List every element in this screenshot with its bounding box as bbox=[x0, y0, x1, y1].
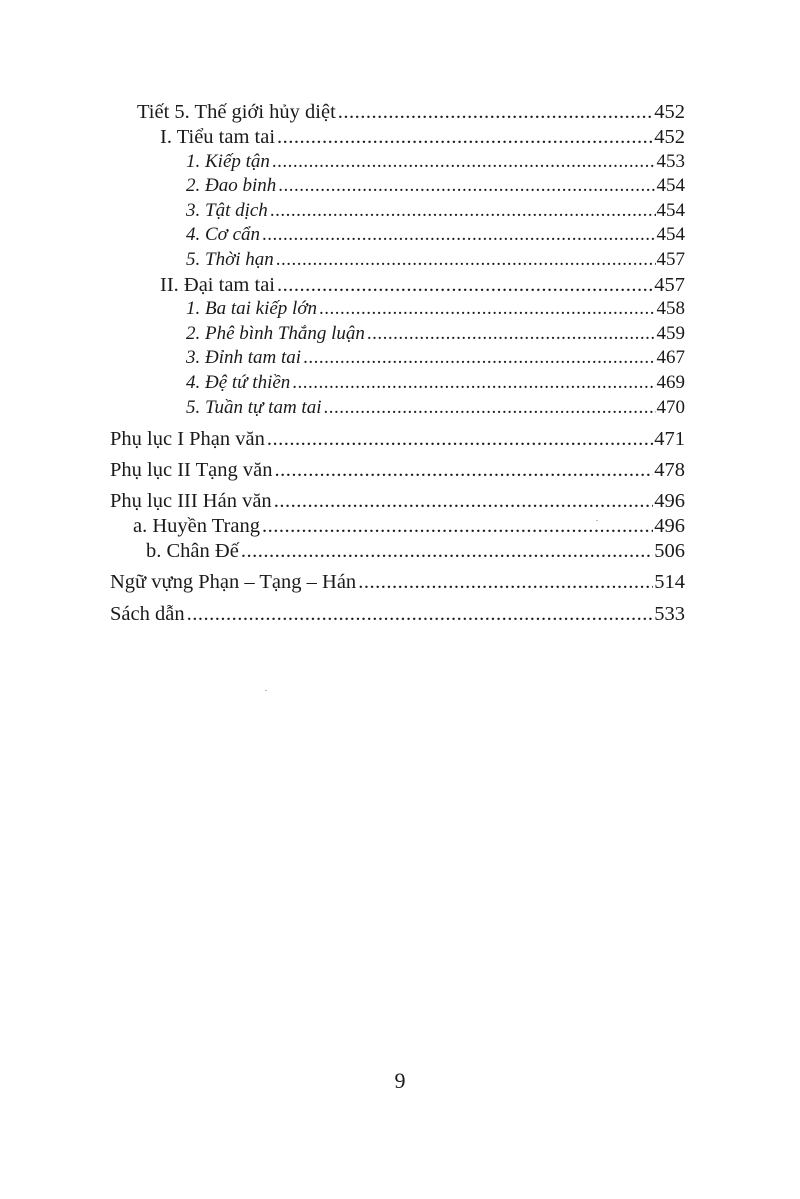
dot-leader bbox=[303, 345, 655, 371]
dot-leader bbox=[358, 569, 653, 595]
toc-entry-page: 496 bbox=[654, 515, 685, 537]
toc-entry-appendix-2 bbox=[110, 457, 685, 483]
toc-entry-part-1 bbox=[160, 124, 685, 150]
scan-speck bbox=[265, 690, 267, 691]
toc-entry-page: 457 bbox=[654, 274, 685, 296]
toc-entry-label: 4. Cơ cẩn bbox=[186, 224, 260, 245]
dot-leader bbox=[274, 488, 654, 514]
dot-leader bbox=[292, 370, 655, 396]
scan-speck bbox=[596, 520, 598, 521]
toc-entry-part-2 bbox=[160, 272, 685, 298]
toc-entry-page: 452 bbox=[654, 126, 685, 148]
toc-entry-page: 458 bbox=[656, 298, 685, 319]
toc-entry-glossary bbox=[110, 569, 685, 595]
dot-leader bbox=[262, 513, 653, 539]
toc-entry-page: 467 bbox=[656, 347, 685, 368]
toc-entry-part-1-item bbox=[186, 173, 685, 199]
dot-leader bbox=[319, 296, 656, 322]
toc-entry-index bbox=[110, 601, 685, 627]
toc-entry-page: 470 bbox=[656, 397, 685, 418]
toc-entry-appendix-1 bbox=[110, 426, 685, 452]
toc-entry-label: 3. Tật dịch bbox=[186, 200, 268, 221]
toc-entry-appendix-3 bbox=[110, 488, 685, 514]
toc-entry-label: 3. Đỉnh tam tai bbox=[186, 347, 302, 368]
dot-leader bbox=[272, 149, 656, 175]
toc-entry-page: 478 bbox=[654, 459, 685, 481]
toc-entry-part-2-item bbox=[186, 296, 685, 322]
toc-entry-label: 5. Thời hạn bbox=[186, 249, 274, 270]
dot-leader bbox=[276, 247, 656, 273]
dot-leader bbox=[187, 601, 654, 627]
toc-entry-label: Phụ lục III Hán văn bbox=[110, 490, 272, 512]
toc-entry-page: 454 bbox=[656, 175, 685, 196]
dot-leader bbox=[277, 272, 653, 298]
dot-leader bbox=[278, 173, 655, 199]
toc-entry-page: 453 bbox=[656, 151, 685, 172]
toc-entry-label: I. Tiểu tam tai bbox=[160, 126, 276, 148]
toc-entry-label: 2. Đao binh bbox=[186, 175, 277, 196]
toc-entry-part-2-item bbox=[186, 370, 685, 396]
toc-entry-appendix-3-item bbox=[146, 538, 685, 564]
toc-entry-page: 459 bbox=[656, 323, 685, 344]
dot-leader bbox=[262, 222, 656, 248]
dot-leader bbox=[338, 99, 653, 125]
toc-entry-part-2-item bbox=[186, 345, 685, 371]
toc-entry-page: 514 bbox=[654, 571, 685, 593]
toc-entry-label: 1. Ba tai kiếp lớn bbox=[186, 298, 317, 319]
toc-entry-page: 506 bbox=[654, 540, 685, 562]
dot-leader bbox=[267, 426, 653, 452]
page-number: 9 bbox=[394, 1068, 406, 1093]
toc-entry-page: 452 bbox=[654, 101, 685, 123]
toc-entry-label: a. Huyền Trang bbox=[133, 515, 260, 537]
toc-entry-label: Ngữ vựng Phạn – Tạng – Hán bbox=[110, 571, 357, 593]
toc-entry-part-1-item bbox=[186, 222, 685, 248]
toc-entry-label: Tiết 5. Thế giới hủy diệt bbox=[137, 101, 336, 123]
toc-entry-page: 454 bbox=[656, 224, 685, 245]
toc-entry-page: 454 bbox=[656, 200, 685, 221]
dot-leader bbox=[270, 198, 656, 224]
toc-entry-label: 5. Tuần tự tam tai bbox=[186, 397, 322, 418]
toc-entry-label: 1. Kiếp tận bbox=[186, 151, 270, 172]
toc-entry-section-5 bbox=[137, 99, 685, 125]
toc-entry-part-1-item bbox=[186, 247, 685, 273]
toc-entry-label: b. Chân Đế bbox=[146, 540, 239, 562]
toc-entry-part-2-item bbox=[186, 321, 685, 347]
dot-leader bbox=[277, 124, 653, 150]
toc-entry-page: 471 bbox=[654, 428, 685, 450]
toc-entry-part-1-item bbox=[186, 149, 685, 175]
toc-entry-page: 469 bbox=[656, 372, 685, 393]
toc-entry-label: Phụ lục II Tạng văn bbox=[110, 459, 273, 481]
toc-entry-label: Phụ lục I Phạn văn bbox=[110, 428, 265, 450]
toc-entry-part-1-item bbox=[186, 198, 685, 224]
dot-leader bbox=[323, 395, 655, 421]
toc-entry-label: 4. Đệ tứ thiền bbox=[186, 372, 291, 393]
toc-entry-page: 533 bbox=[654, 603, 685, 625]
dot-leader bbox=[274, 457, 653, 483]
toc-entry-part-2-item bbox=[186, 395, 685, 421]
dot-leader bbox=[367, 321, 656, 347]
toc-entry-label: 2. Phê bình Thắng luận bbox=[186, 323, 365, 344]
toc-entry-label: Sách dẫn bbox=[110, 603, 185, 625]
toc-entry-appendix-3-item bbox=[133, 513, 685, 539]
dot-leader bbox=[241, 538, 653, 564]
toc-entry-page: 496 bbox=[654, 490, 685, 512]
toc-entry-label: II. Đại tam tai bbox=[160, 274, 275, 296]
toc-entry-page: 457 bbox=[656, 249, 685, 270]
